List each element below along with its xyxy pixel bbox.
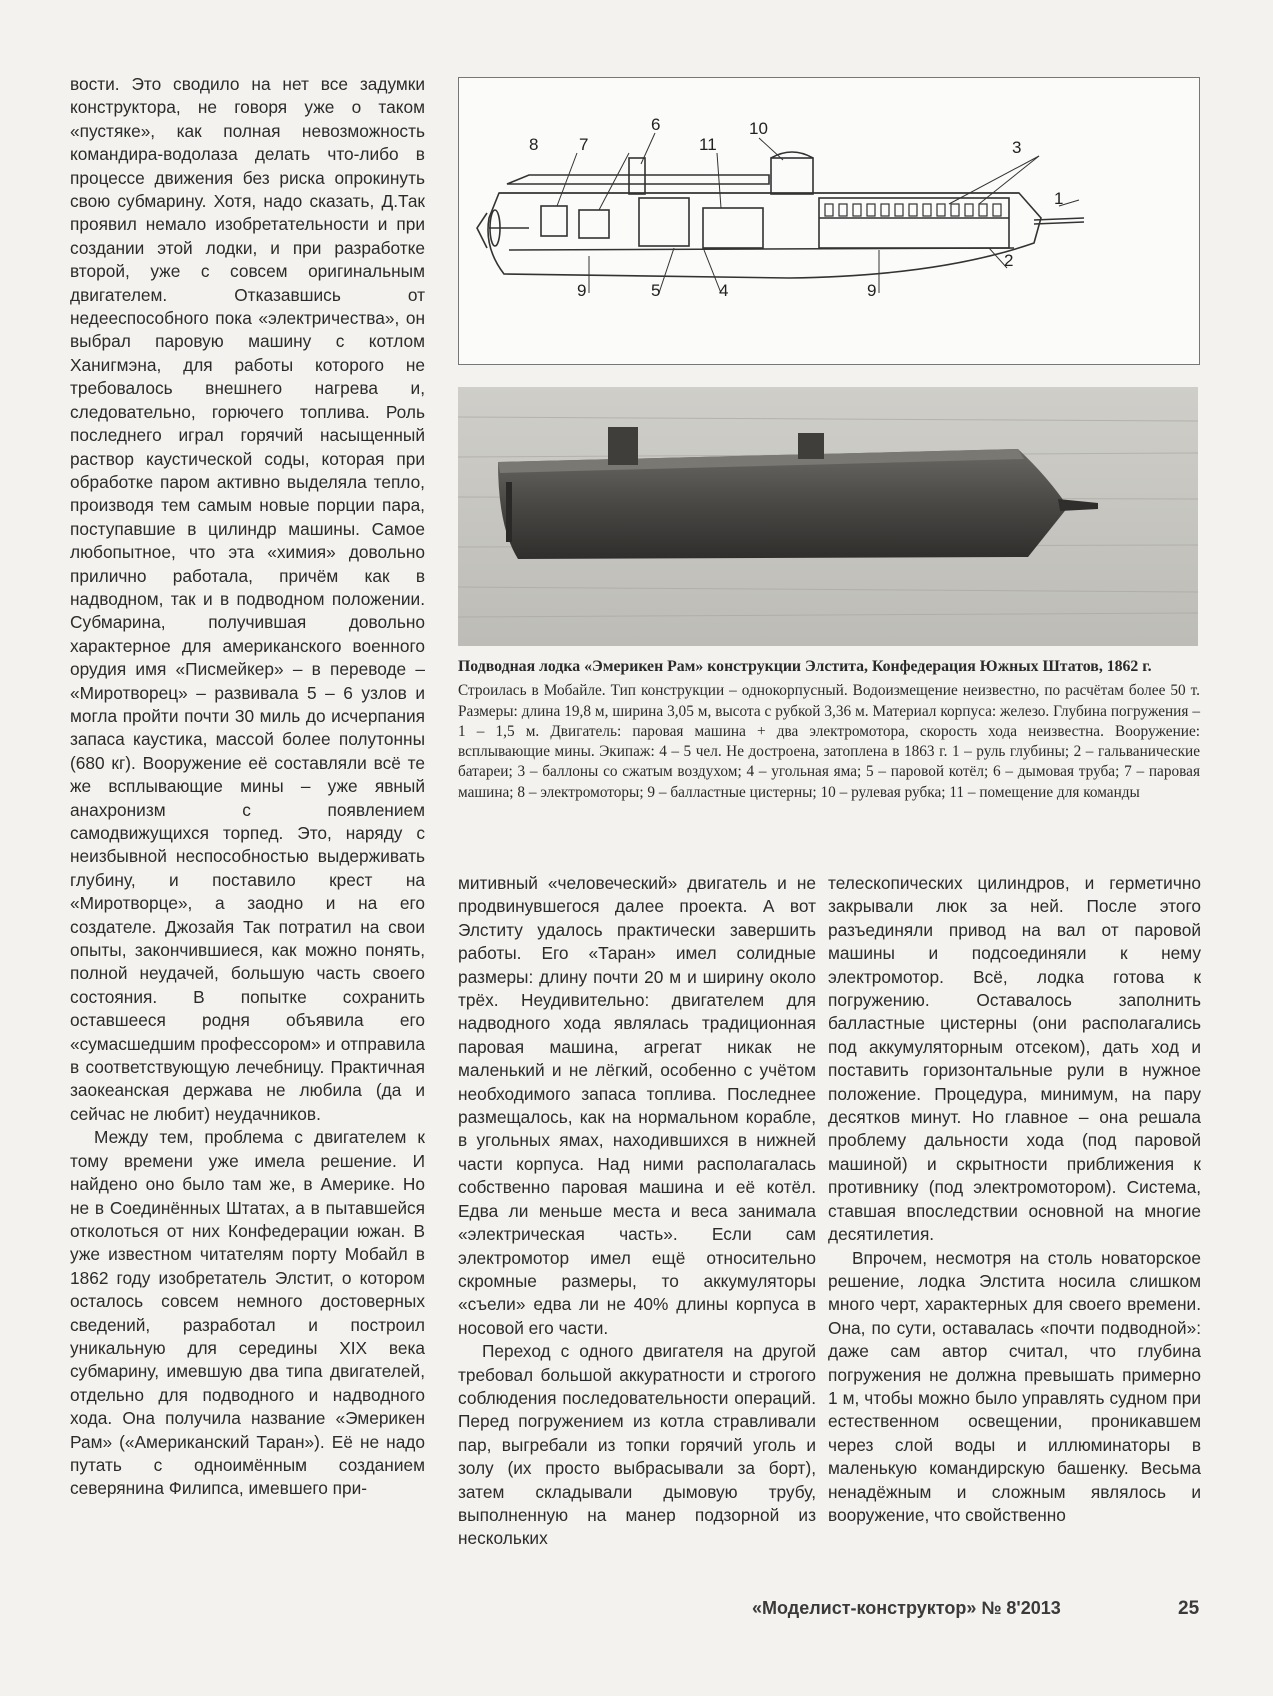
hull-outline [488,193,1041,278]
diagram-drawing [459,78,1199,364]
page-number: 25 [1178,1598,1200,1619]
diagram-label: 7 [579,135,589,154]
diagram-label: 11 [699,135,717,154]
diagram-label: 9 [867,281,877,300]
paragraph: вости. Это сводило на нет все задумки конструктора, не говоря уже о таком «пустяке», как полная невозможность командира-водолаза делать что-либо в процессе движения без риска опрокинуть свою субмарину. Хотя, надо сказать, Д.Так проявил немало изобретательности и при создании этой лодки, и при разработке второй, уже с совсем оригинальным двигателем. Отказавшись от недееспособного пока «электричества», он выбрал паровую машину с котлом Ханигмэна, для работы которого не требовалось внешнего нагрева и, следовательно, горючего топлива. Роль последнего играл горячий насыщенный раствор каустической соды, которая при обработке паром активно выделяла тепло, производя тем самым новые порции пара, поступавшие в цилиндр машины. Самое любопытное, что эта «химия» довольно прилично работала, причём как в надводном, так и в подводном положении. Субмарина, получившая довольно характерное для американского военного орудия имя «Писмейкер» – в переводе – «Миротворец» – развивала 5 – 6 узлов и могла пройти почти 30 миль до исчерпания запаса каустика, массой более полутонны (680 кг). Вооружение её составляли всё те же всплывающие мины – уже явный анахронизм с появлением самодвижущихся торпед. Это, наряду с неизбывной неспособностью выдерживать глубину, и поставило крест на «Миротворце», а заодно и на его создателе. Джозайя Так потратил на свои опыты, закончившиеся, как можно понять, полной неудачей, большую часть своего состояния. В попытке сохранить оставшееся родня объявила его «сумасшедшим профессором» и отправила в соответствующую лечебницу. Практичная заокеанская держава не любила (да и сейчас не любит) неудачников. [70,74,425,1124]
diagram-label: 8 [529,135,539,154]
electromotor [541,206,567,236]
paragraph: Между тем, проблема с двигателем к тому времени уже имела решение. И найдено оно было там же, в Америке. Но не в Соединённых Штатах, а в пытавшейся отколоться от них Конфедерации южан. В уже известном читателям порту Мобайл в 1862 году изобретатель Элстит, о котором осталось совсем немного достоверных сведений, разработал и построил уникальную для середины XIX века субмарину, имевшую два типа двигателей, отдельно для подводного и надводного хода. Она получила название «Эмерикен Рам» («Американский Таран»). Её не надо путать с одноимённым созданием северянина Филипса, имевшего при- [70,1127,425,1499]
conning-tower [771,158,813,194]
paragraph: Впрочем, несмотря на столь новаторское решение, лодка Элстита носила слишком много черт, характерных для своего времени. Она, по сути, оставалась «почти подводной»: даже сам автор считал, что глубина погружения не должна превышать примерно 1 м, чтобы можно было управлять судном при естественном освещении, проникавшем через слой воды и иллюминаторы в маленькую командирскую башенку. Весьма ненадёжным и сложным являлось и вооружение, что свойственно [828,1247,1201,1525]
steam-engine [579,210,609,238]
text-column-2 [458,872,816,1551]
text-column-1 [70,73,425,1501]
text-column-3 [828,872,1201,1527]
paragraph: митивный «человеческий» двигатель и не продвинувшегося далее проекта. А вот Элститу удалось практически завершить работы. Его «Таран» имел солидные размеры: длину почти 20 м и ширину около трёх. Неудивительно: двигателем для надводного хода являлась традиционная паровая машина, агрегат никак не маленький и не лёгкий, особенно с учётом необходимого запаса топлива. Последнее размещалось, как на нормальном корабле, в угольных ямах, находившихся в нижней части корпуса. Над ними располагалась собственно паровая машина и её котёл. Едва ли меньше места и веса занимала «электрическая часть». Если сам электромотор имел ещё относительно скромные размеры, то аккумуляторы «съели» едва ли не 40% длины корпуса в носовой его части. [458,873,816,1338]
submarine-diagram [458,77,1200,365]
diagram-label: 6 [651,115,661,134]
caption-title: Подводная лодка «Эмерикен Рам» конструкции Элстита, Конфедерация Южных Штатов, 1862 г. [458,658,1152,675]
tower [798,433,824,459]
crew-room [703,208,763,248]
magazine-footer: «Моделист-конструктор» № 8'2013 [752,1598,1061,1618]
diagram-label: 9 [577,281,587,300]
diagram-label: 4 [719,281,729,300]
submarine-photo [458,387,1198,646]
diagram-label: 5 [651,281,661,300]
figure-caption [458,657,1200,803]
diagram-label: 3 [1012,138,1022,157]
diagram-label: 1 [1054,189,1064,208]
diagram-label: 10 [749,119,768,138]
paragraph: телескопических цилиндров, и герметично закрывали люк за ней. После этого разъединяли привод на вал от паровой машины и подсоединяли к нему электромотор. Всё, лодка готова к погружению. Оставалось заполнить балластные цистерны (они располагались под аккумуляторным отсеком), дать ход и поставить горизонтальные рули в нужное положение. Процедура, минимум, на пару десятков минут. Но главное – она решала проблему дальности хода (под паровой машиной) и скрытности приближения к противнику (под электромотором). Система, ставшая впоследствии основной на многие десятилетия. [828,873,1201,1245]
tower [608,427,638,465]
boiler [639,198,689,246]
funnel [629,158,645,194]
photo-drawing [458,387,1198,646]
diagram-label: 2 [1004,251,1014,270]
paragraph: Переход с одного двигателя на другой требовал большой аккуратности и строгого соблюдения последовательности операций. Перед погружением из котла стравливали пар, выгребали из топки горячий уголь и золу (их просто выбрасывали за борт), затем складывали дымовую трубу, выполненную на манер подзорной из нескольких [458,1341,816,1549]
caption-body: Строилась в Мобайле. Тип конструкции – однокорпусный. Водоизмещение неизвестно, по расчётам более 50 т. Размеры: длина 19,8 м, ширина 3,05 м, высота с рубкой 3,36 м. Материал корпуса: железо. Глубина погружения – 1 – 1,5 м. Двигатель: паровая машина + два электромотора, скорость хода неизвестна. Вооружение: всплывающие мины. Экипаж: 4 – 5 чел. Не достроена, затоплена в 1863 г. 1 – руль глубины; 2 – гальванические батареи; 3 – баллоны со сжатым воздухом; 4 – угольная яма; 5 – паровой котёл; 6 – дымовая труба; 7 – паровая машина; 8 – электромоторы; 9 – балластные цистерны; 10 – рулевая рубка; 11 – помещение для команды [458,682,1200,801]
